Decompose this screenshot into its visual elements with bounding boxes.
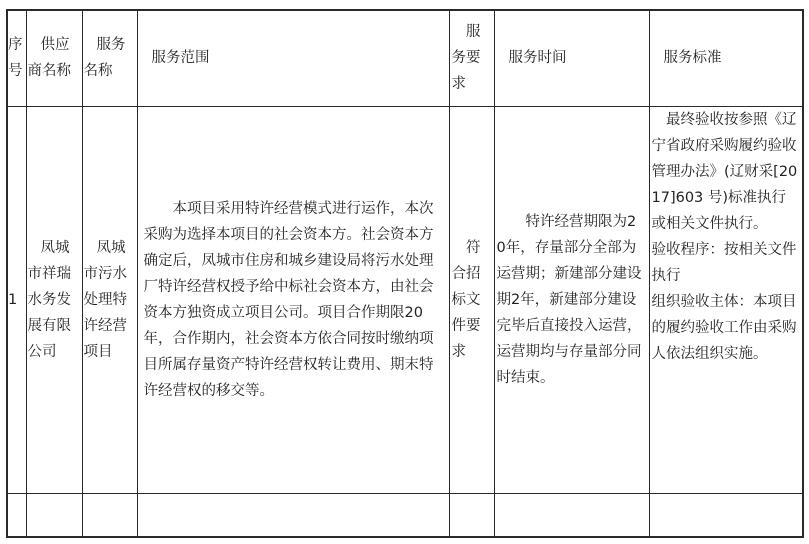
- empty-cell: [82, 493, 137, 537]
- header-supplier: 供应商名称: [26, 10, 82, 106]
- cell-standard: [649, 106, 803, 493]
- empty-cell: [26, 493, 82, 537]
- empty-cell: [494, 493, 649, 537]
- cell-time: 特许经营期限为20年，存量部分全部为运营期；新建部分建设期2年，新建部分建设完毕后直接投入运营，运营期均与存量部分同时结束。: [494, 106, 649, 493]
- standard-acceptance: 最终验收按参照《辽宁省政府采购履约验收管理办法》(辽财采[2017]603 号)标准执行或相关文件执行。: [651, 111, 798, 232]
- cell-supplier: 凤城市祥瑞水务发展有限公司: [26, 106, 82, 493]
- cell-seq: 1: [7, 106, 26, 493]
- service-table: [6, 9, 804, 538]
- empty-row: [7, 493, 803, 537]
- cell-scope: 本项目采用特许经营模式进行运作，本次采购为选择本项目的社会资本方。社会资本方确定后，凤城市住房和城乡建设局将污水处理厂特许经营权授予给中标社会资本方，由社会资本方独资成立项目公司。项目合作期限20年，合作期内，社会资本方依合同按时缴纳项目所属存量资产特许经营权转让费用、期末特许经营权的移交等。: [137, 106, 449, 493]
- empty-cell: [7, 493, 26, 537]
- table-row: [7, 106, 803, 493]
- header-seq: 序号: [7, 10, 26, 106]
- header-scope: 服务范围: [137, 10, 449, 106]
- header-requirement: 服务要求: [449, 10, 494, 106]
- header-service-name: 服务名称: [82, 10, 137, 106]
- header-standard: 服务标准: [649, 10, 803, 106]
- header-time: 服务时间: [494, 10, 649, 106]
- empty-cell: [649, 493, 803, 537]
- empty-cell: [449, 493, 494, 537]
- cell-requirement: 符合招标文件要求: [449, 106, 494, 493]
- standard-procedure: 验收程序：按相关文件执行: [651, 241, 797, 284]
- standard-body: 组织验收主体：本项目的履约验收工作由采购人依法组织实施。: [651, 293, 797, 362]
- header-row: [7, 10, 803, 106]
- empty-cell: [137, 493, 449, 537]
- cell-service-name: 凤城市污水处理特许经营项目: [82, 106, 137, 493]
